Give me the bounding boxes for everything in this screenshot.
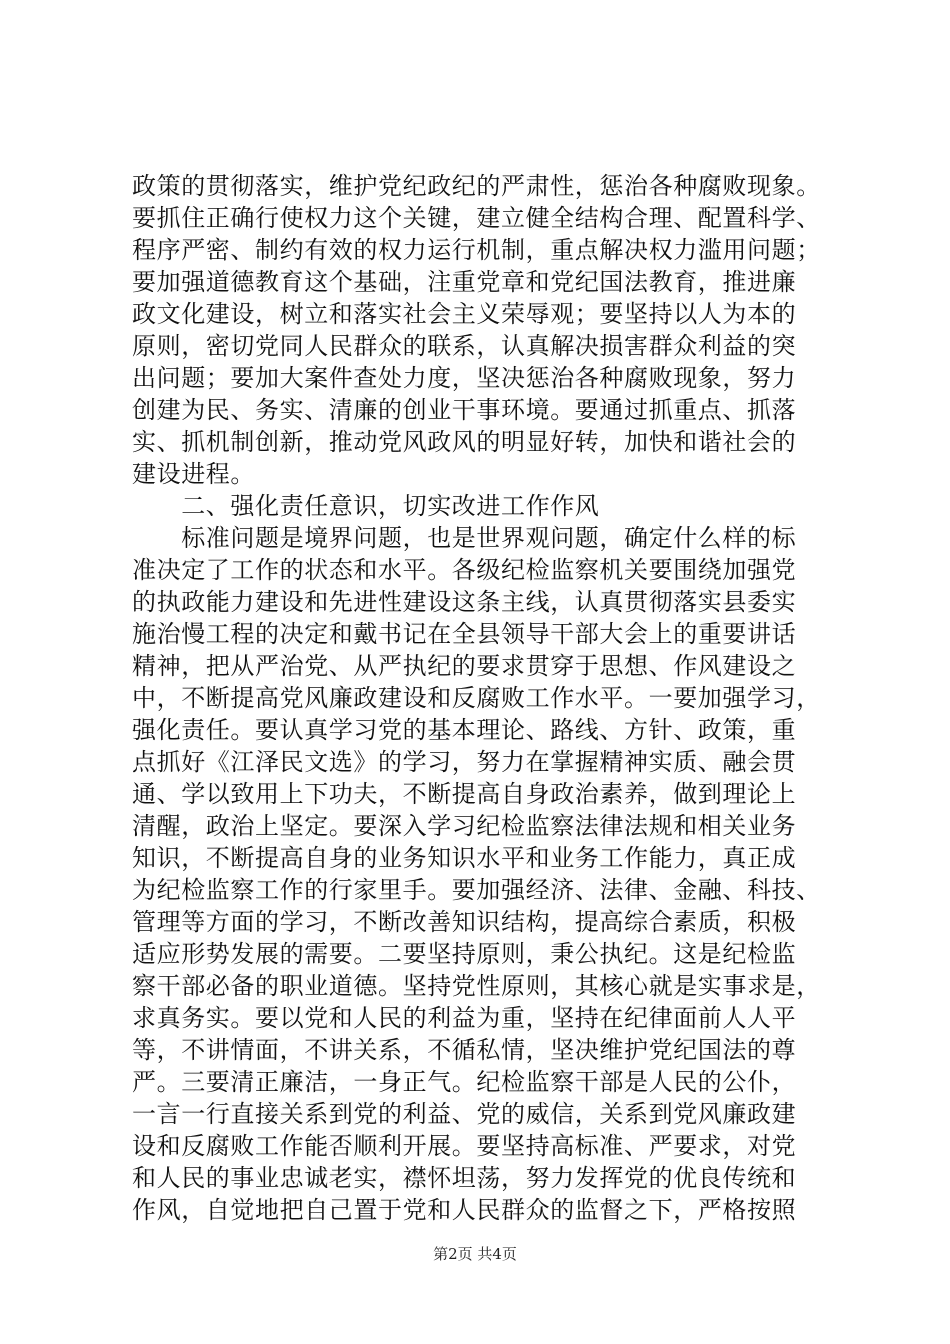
text-line: 程序严密、制约有效的权力运行机制，重点解决权力滥用问题； xyxy=(132,236,821,264)
text-line: 和人民的事业忠诚老实，襟怀坦荡，努力发挥党的优良传统和 xyxy=(132,1164,797,1192)
text-line: 二、强化责任意识，切实改进工作作风 xyxy=(132,492,600,520)
text-line: 准决定了工作的状态和水平。各级纪检监察机关要围绕加强党 xyxy=(132,556,797,584)
text-line: 严。三要清正廉洁，一身正气。纪检监察干部是人民的公仆， xyxy=(132,1068,797,1096)
text-line: 为纪检监察工作的行家里手。要加强经济、法律、金融、科技、 xyxy=(132,876,821,904)
text-line: 出问题；要加大案件查处力度，坚决惩治各种腐败现象，努力 xyxy=(132,364,797,392)
text-line: 的执政能力建设和先进性建设这条主线，认真贯彻落实县委实 xyxy=(132,588,797,616)
page-footer: 第2页 共4页 xyxy=(433,1245,517,1263)
text-line: 要抓住正确行使权力这个关键，建立健全结构合理、配置科学、 xyxy=(132,204,821,232)
text-line: 等，不讲情面，不讲关系，不循私情，坚决维护党纪国法的尊 xyxy=(132,1036,797,1064)
text-line: 施治慢工程的决定和戴书记在全县领导干部大会上的重要讲话 xyxy=(132,620,797,648)
text-line: 适应形势发展的需要。二要坚持原则，秉公执纪。这是纪检监 xyxy=(132,940,797,968)
text-line: 标准问题是境界问题，也是世界观问题，确定什么样的标 xyxy=(132,524,797,552)
text-line: 原则，密切党同人民群众的联系，认真解决损害群众利益的突 xyxy=(132,332,797,360)
text-line: 清醒，政治上坚定。要深入学习纪检监察法律法规和相关业务 xyxy=(132,812,797,840)
text-line: 察干部必备的职业道德。坚持党性原则，其核心就是实事求是， xyxy=(132,972,821,1000)
text-line: 要加强道德教育这个基础，注重党章和党纪国法教育，推进廉 xyxy=(132,268,797,296)
text-line: 实、抓机制创新，推动党风政风的明显好转，加快和谐社会的 xyxy=(132,428,797,456)
text-line: 建设进程。 xyxy=(132,460,255,488)
text-line: 强化责任。要认真学习党的基本理论、路线、方针、政策，重 xyxy=(132,716,797,744)
text-line: 管理等方面的学习，不断改善知识结构，提高综合素质，积极 xyxy=(132,908,797,936)
text-line: 创建为民、务实、清廉的创业干事环境。要通过抓重点、抓落 xyxy=(132,396,797,424)
text-line: 中，不断提高党风廉政建设和反腐败工作水平。一要加强学习， xyxy=(132,684,821,712)
document-body xyxy=(132,170,826,1226)
text-line: 作风，自觉地把自己置于党和人民群众的监督之下，严格按照 xyxy=(132,1196,797,1224)
text-line: 求真务实。要以党和人民的利益为重，坚持在纪律面前人人平 xyxy=(132,1004,797,1032)
text-line: 一言一行直接关系到党的利益、党的威信，关系到党风廉政建 xyxy=(132,1100,797,1128)
text-line: 政策的贯彻落实，维护党纪政纪的严肃性，惩治各种腐败现象。 xyxy=(132,172,821,200)
text-line: 知识，不断提高自身的业务知识水平和业务工作能力，真正成 xyxy=(132,844,797,872)
text-line: 点抓好《江泽民文选》的学习，努力在掌握精神实质、融会贯 xyxy=(132,748,797,776)
text-line: 政文化建设，树立和落实社会主义荣辱观；要坚持以人为本的 xyxy=(132,300,797,328)
text-line: 通、学以致用上下功夫，不断提高自身政治素养，做到理论上 xyxy=(132,780,797,808)
text-line: 精神，把从严治党、从严执纪的要求贯穿于思想、作风建设之 xyxy=(132,652,797,680)
text-line: 设和反腐败工作能否顺利开展。要坚持高标准、严要求，对党 xyxy=(132,1132,797,1160)
